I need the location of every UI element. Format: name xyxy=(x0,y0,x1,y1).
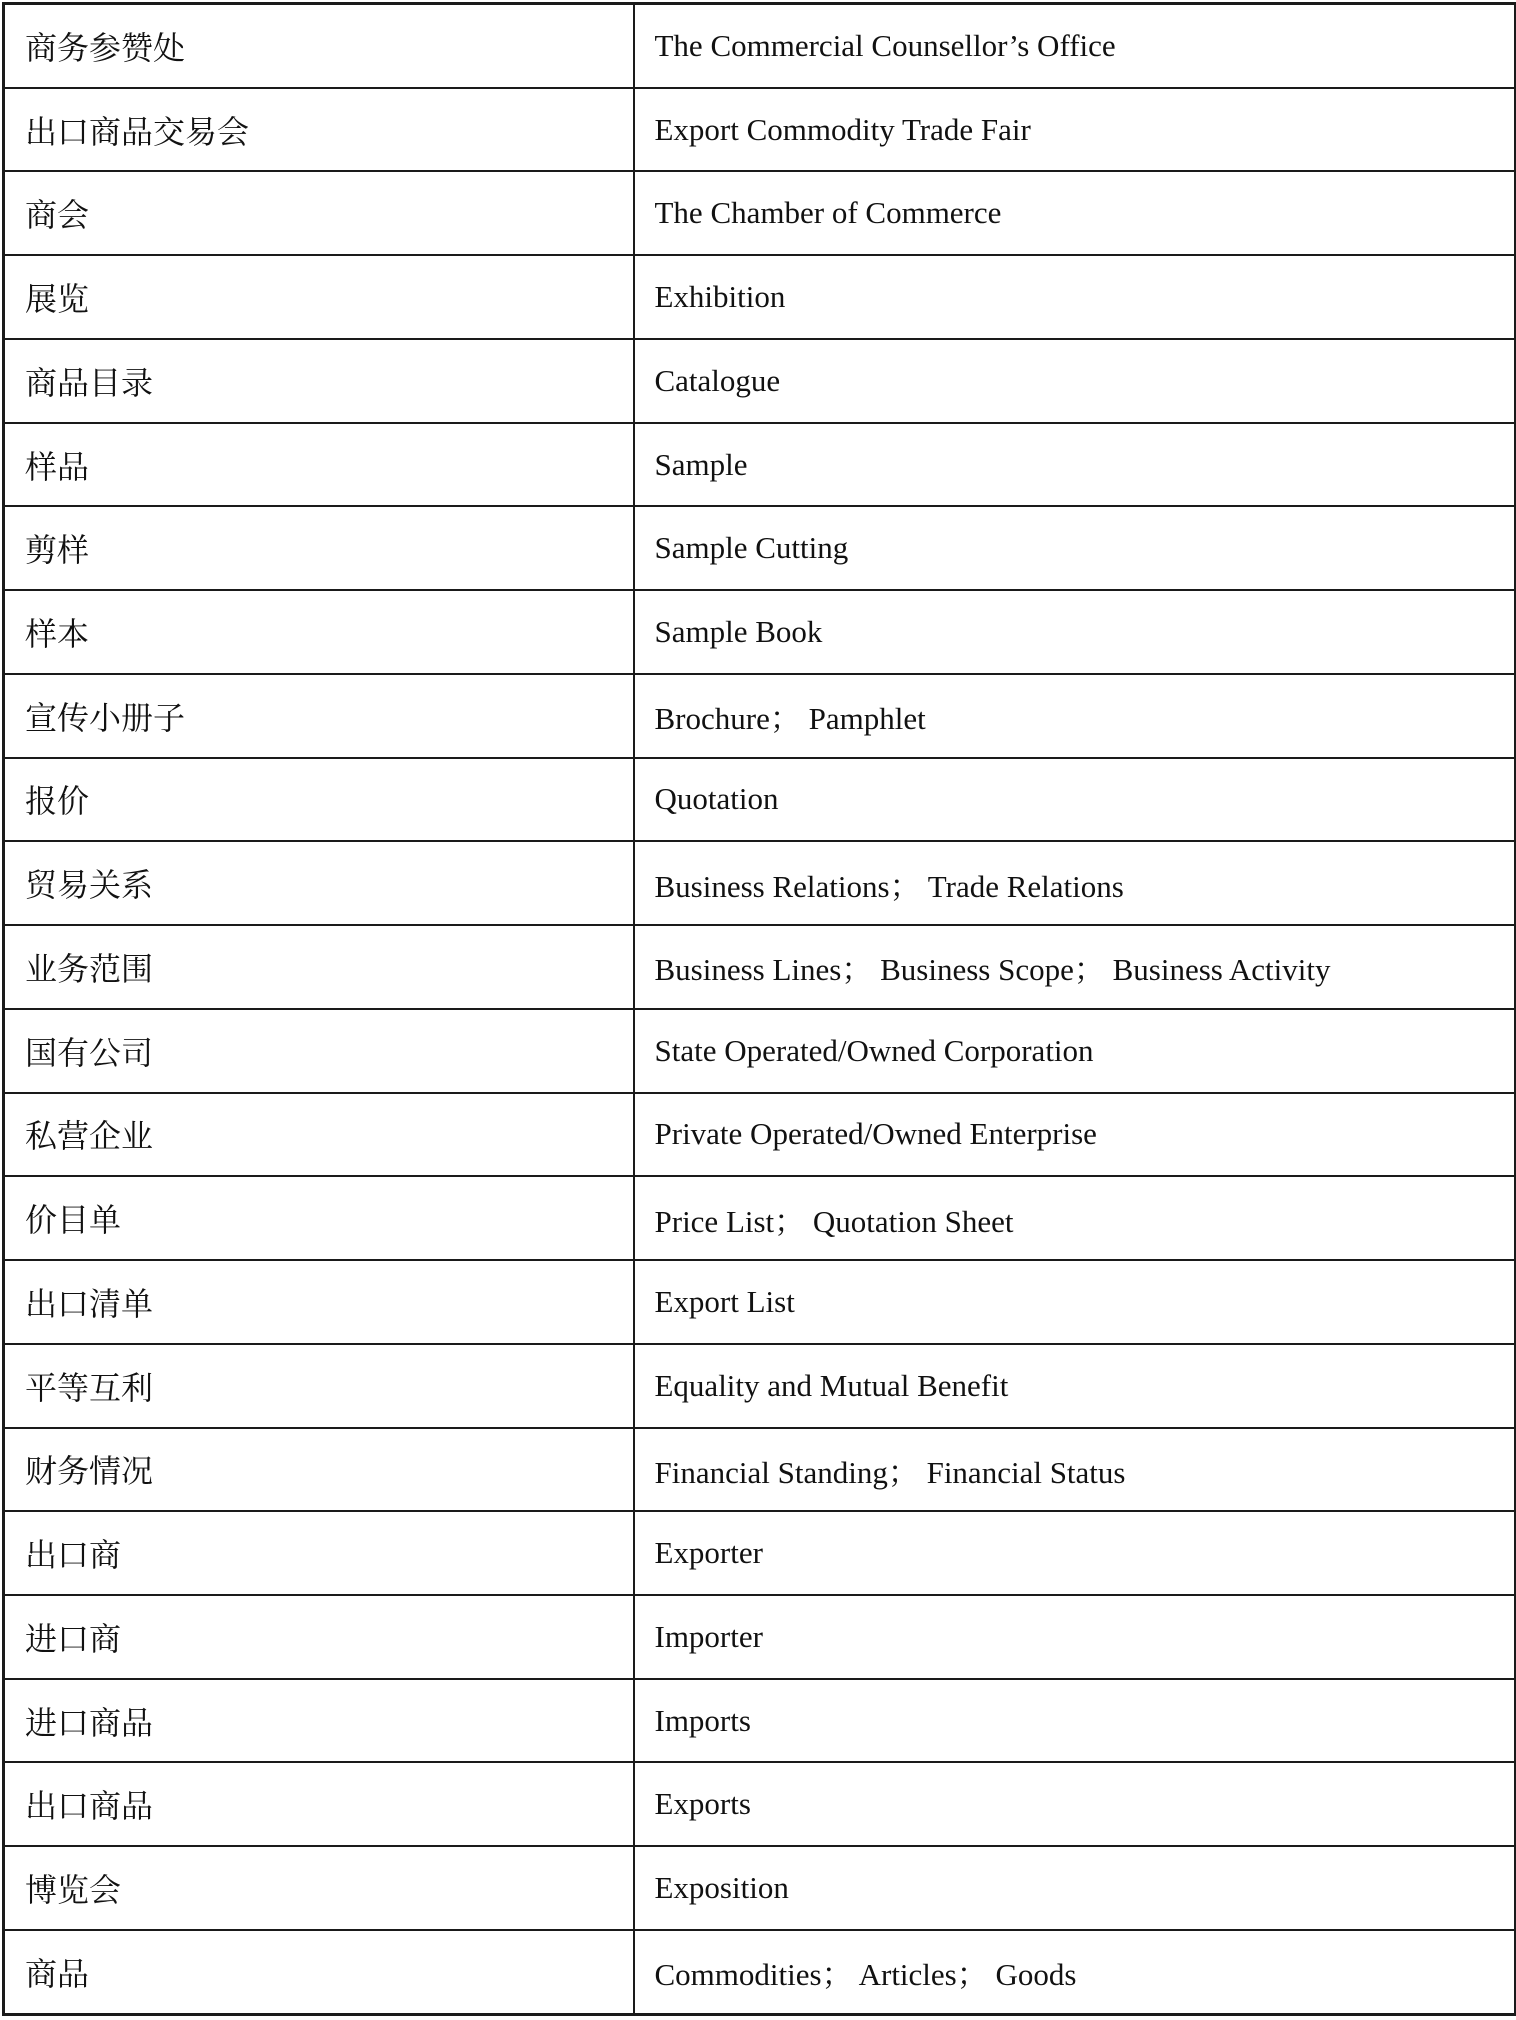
table-row xyxy=(4,1930,1516,2015)
table-row xyxy=(4,841,1516,925)
table-row xyxy=(4,1428,1516,1512)
english-term: The Chamber of Commerce xyxy=(634,171,1516,255)
table-row xyxy=(4,88,1516,172)
chinese-term: 商品 xyxy=(4,1930,634,2015)
table-row xyxy=(4,1344,1516,1428)
table-row xyxy=(4,1176,1516,1260)
table-row xyxy=(4,1009,1516,1093)
table-row xyxy=(4,590,1516,674)
chinese-term: 商会 xyxy=(4,171,634,255)
table-row xyxy=(4,171,1516,255)
english-term: Sample xyxy=(634,423,1516,507)
english-term: Equality and Mutual Benefit xyxy=(634,1344,1516,1428)
table-row xyxy=(4,1679,1516,1763)
chinese-term: 样本 xyxy=(4,590,634,674)
chinese-term: 样品 xyxy=(4,423,634,507)
english-term: Export Commodity Trade Fair xyxy=(634,88,1516,172)
chinese-term: 博览会 xyxy=(4,1846,634,1930)
table-row xyxy=(4,1260,1516,1344)
english-term: Financial Standing； Financial Status xyxy=(634,1428,1516,1512)
table-row xyxy=(4,506,1516,590)
english-term: Exports xyxy=(634,1762,1516,1846)
english-term: Price List； Quotation Sheet xyxy=(634,1176,1516,1260)
chinese-term: 出口商品 xyxy=(4,1762,634,1846)
english-term: Export List xyxy=(634,1260,1516,1344)
table-row xyxy=(4,1511,1516,1595)
english-term: Exporter xyxy=(634,1511,1516,1595)
english-term: Business Relations； Trade Relations xyxy=(634,841,1516,925)
table-row xyxy=(4,758,1516,842)
chinese-term: 国有公司 xyxy=(4,1009,634,1093)
glossary-body xyxy=(4,4,1516,2015)
table-row xyxy=(4,925,1516,1009)
chinese-term: 进口商 xyxy=(4,1595,634,1679)
english-term: Business Lines； Business Scope； Business Activity xyxy=(634,925,1516,1009)
table-row xyxy=(4,4,1516,88)
english-term: Private Operated/Owned Enterprise xyxy=(634,1093,1516,1177)
english-term: Sample Cutting xyxy=(634,506,1516,590)
chinese-term: 报价 xyxy=(4,758,634,842)
english-term: Commodities； Articles； Goods xyxy=(634,1930,1516,2015)
table-row xyxy=(4,1762,1516,1846)
chinese-term: 贸易关系 xyxy=(4,841,634,925)
chinese-term: 展览 xyxy=(4,255,634,339)
english-term: Catalogue xyxy=(634,339,1516,423)
table-row xyxy=(4,1093,1516,1177)
english-term: Imports xyxy=(634,1679,1516,1763)
table-row xyxy=(4,339,1516,423)
chinese-term: 进口商品 xyxy=(4,1679,634,1763)
table-row xyxy=(4,1595,1516,1679)
chinese-term: 私营企业 xyxy=(4,1093,634,1177)
chinese-term: 剪样 xyxy=(4,506,634,590)
english-term: Importer xyxy=(634,1595,1516,1679)
english-term: Exposition xyxy=(634,1846,1516,1930)
chinese-term: 商务参赞处 xyxy=(4,4,634,88)
english-term: Sample Book xyxy=(634,590,1516,674)
english-term: The Commercial Counsellor’s Office xyxy=(634,4,1516,88)
chinese-term: 出口清单 xyxy=(4,1260,634,1344)
table-row xyxy=(4,255,1516,339)
glossary-table xyxy=(2,2,1516,2016)
table-row xyxy=(4,423,1516,507)
english-term: Brochure； Pamphlet xyxy=(634,674,1516,758)
english-term: Exhibition xyxy=(634,255,1516,339)
chinese-term: 商品目录 xyxy=(4,339,634,423)
chinese-term: 财务情况 xyxy=(4,1428,634,1512)
chinese-term: 业务范围 xyxy=(4,925,634,1009)
chinese-term: 平等互利 xyxy=(4,1344,634,1428)
chinese-term: 价目单 xyxy=(4,1176,634,1260)
english-term: State Operated/Owned Corporation xyxy=(634,1009,1516,1093)
table-row xyxy=(4,1846,1516,1930)
chinese-term: 出口商品交易会 xyxy=(4,88,634,172)
chinese-term: 宣传小册子 xyxy=(4,674,634,758)
chinese-term: 出口商 xyxy=(4,1511,634,1595)
english-term: Quotation xyxy=(634,758,1516,842)
table-row xyxy=(4,674,1516,758)
